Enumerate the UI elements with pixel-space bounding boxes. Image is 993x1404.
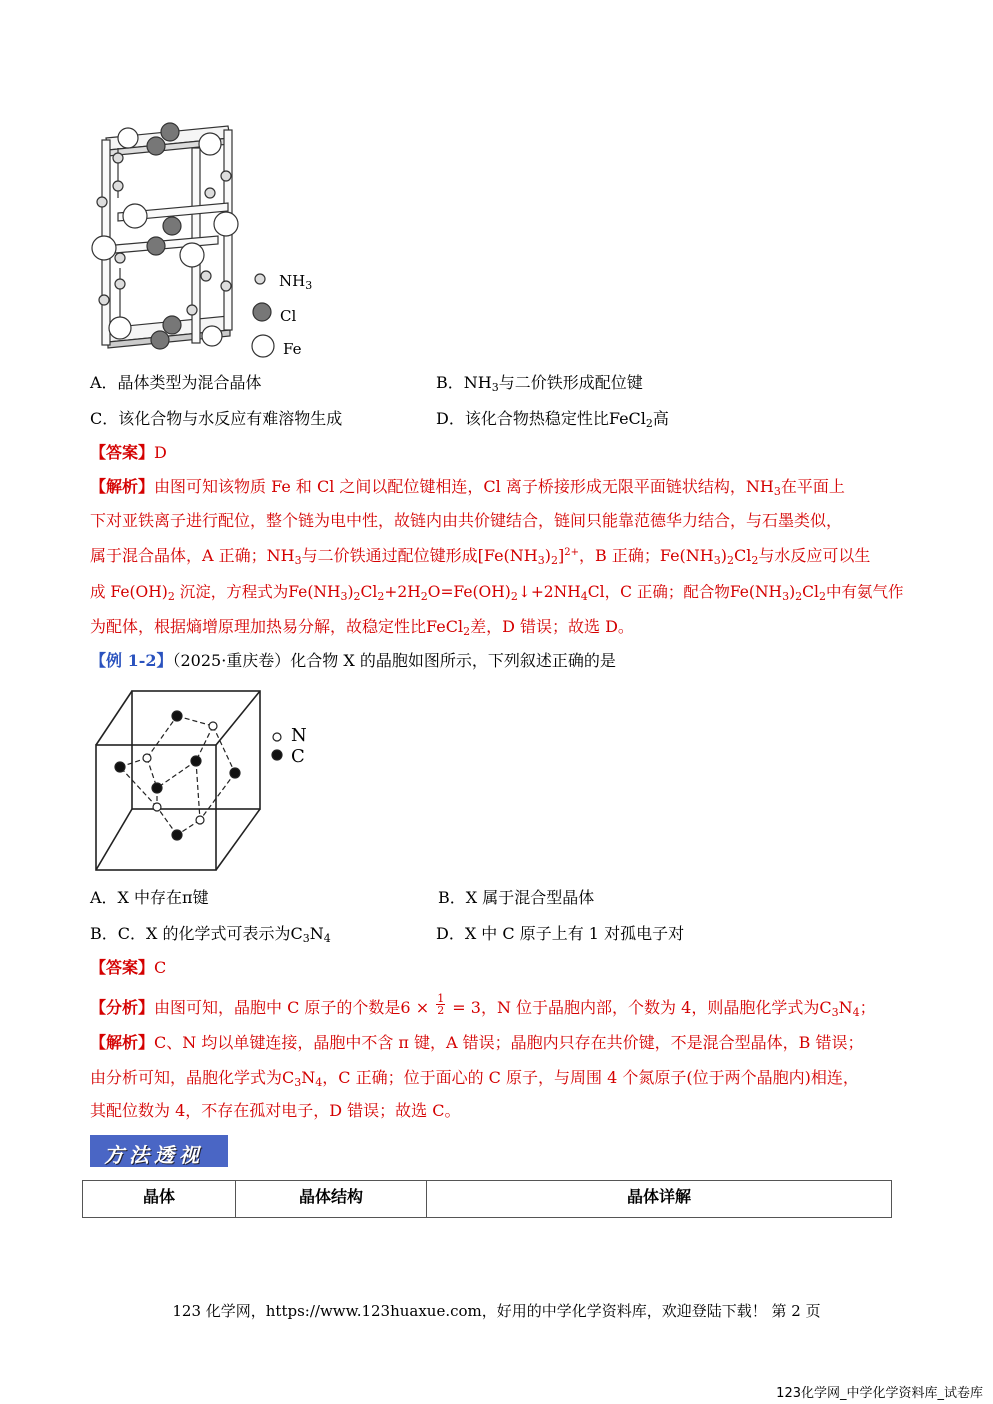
jiexi-2-line3: 其配位数为 4，不存在孤对电子，D 错误；故选 C。 <box>90 1101 461 1120</box>
jiexi-2-line2: 由分析可知，晶胞化学式为$C_3N_4$，C 正确；位于面心的 C 原子，与周围 4 个氮原子(位于两个晶胞内)相连， <box>90 1068 859 1089</box>
crystal-structure-figure <box>88 118 328 363</box>
legend-cl: Cl <box>280 307 297 325</box>
analysis-1-line2: 下对亚铁离子进行配位，整个链为电中性，故链内由共价键结合，链间只能靠范德华力结合，与石墨类似， <box>90 511 843 530</box>
option-a: A．晶体类型为混合晶体 <box>90 373 262 392</box>
legend-n: N <box>291 725 307 746</box>
table-header-cell: 晶体详解 <box>427 1181 892 1218</box>
option-2c: B．C．X 的化学式可表示为$C_3N_4$ <box>90 924 331 945</box>
analysis-1-line1: 【解析】由图可知该物质 Fe 和 Cl 之间以配位键相连，Cl 离子桥接形成无限平面链状结构，$NH_3$在平面上 <box>90 477 845 498</box>
method-heading <box>90 1135 228 1167</box>
answer-2: 【答案】C <box>90 958 167 977</box>
method-table <box>82 1180 892 1218</box>
option-2d: D．X 中 C 原子上有 1 对孤电子对 <box>436 924 685 943</box>
jiexi-2-line1: 【解析】C、N 均以单键连接，晶胞中不含 π 键，A 错误；晶胞内只存在共价键，不是混合型晶体，B 错误； <box>90 1033 864 1052</box>
question-2-stem: 【例 1-2】（2025·重庆卷）化合物 X 的晶胞如图所示，下列叙述正确的是 <box>90 651 616 670</box>
table-header-cell: 晶体结构 <box>236 1181 427 1218</box>
option-d: D．该化合物热稳定性比FeCl$_2$高 <box>436 409 669 430</box>
analysis-1-line3: 属于混合晶体，A 正确；$NH_3$与二价铁通过配位键形成$[Fe(NH_3)_2]^{2+}$，B 正确；$Fe(NH_3)_2Cl_2$与水反应可以生 <box>90 546 871 567</box>
answer-1: 【答案】D <box>90 443 167 462</box>
option-b: B．$NH_3$与二价铁形成配位键 <box>436 373 643 394</box>
legend-c: C <box>291 746 305 767</box>
method-heading-text: 方法透视 <box>104 1143 204 1167</box>
watermark: 123化学网_中学化学资料库_试卷库 <box>776 1386 983 1401</box>
fenxi-2: 【分析】由图可知，晶胞中 C 原子的个数是6 × $\frac{1}{2}$ = 3，N 位于晶胞内部，个数为 4，则晶胞化学式为$C_3N_4$； <box>90 992 876 1019</box>
table-header-row <box>83 1181 892 1218</box>
legend-nh3: $NH_3$ <box>279 272 313 292</box>
option-2b: B．X 属于混合型晶体 <box>438 888 595 907</box>
table-header-cell: 晶体 <box>83 1181 236 1218</box>
option-c: C．该化合物与水反应有难溶物生成 <box>90 409 343 428</box>
page-footer: 123 化学网，https://www.123huaxue.com，好用的中学化学资料库，欢迎登陆下载！ 第 2 页 <box>172 1302 821 1320</box>
legend-fe: Fe <box>283 340 302 358</box>
unit-cell-figure <box>90 685 320 875</box>
analysis-1-line4: 成 $Fe(OH)_2$ 沉淀，方程式为$Fe(NH_3)_2Cl_2+2H_2O=Fe(OH)_2↓+2NH_4Cl$，C 正确；配合物$Fe(NH_3)_2Cl_2$中有氨气作 <box>90 583 904 603</box>
analysis-1-line5: 为配体，根据熵增原理加热易分解，故稳定性比FeCl$_2$差，D 错误；故选 D。 <box>90 617 634 638</box>
option-2a: A．X 中存在π键 <box>90 888 209 907</box>
